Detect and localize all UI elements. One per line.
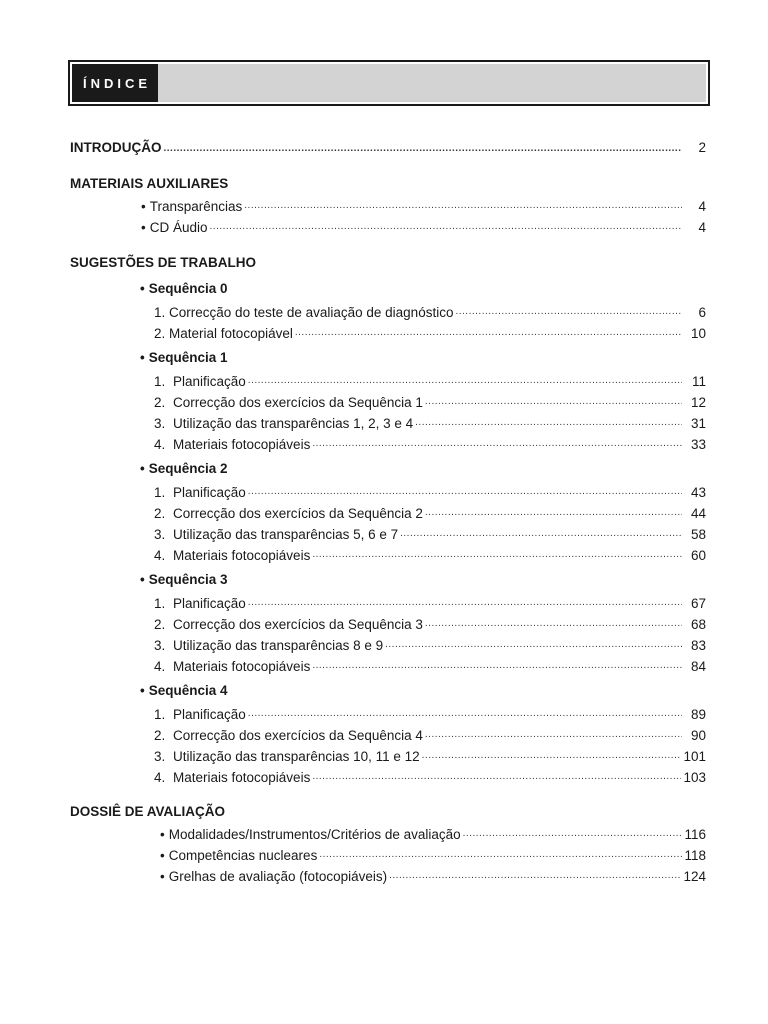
entry-number: 3. bbox=[154, 527, 166, 542]
toc-entry[interactable] bbox=[70, 193, 706, 214]
entry-label: Correcção dos exercícios da Sequência 3 bbox=[173, 617, 423, 632]
entry-number: 1. bbox=[154, 707, 166, 722]
entry-number: 3. bbox=[154, 416, 166, 431]
bullet-icon: • bbox=[140, 281, 145, 296]
dot-leader bbox=[244, 201, 682, 214]
page-number: 2 bbox=[698, 140, 706, 155]
section-title: DOSSIÊ DE AVALIAÇÃO bbox=[70, 804, 226, 819]
entry-number: 4. bbox=[154, 770, 166, 785]
page-number: 43 bbox=[690, 485, 706, 500]
section-title: MATERIAIS AUXILIARES bbox=[70, 176, 229, 191]
toc-entry[interactable] bbox=[70, 138, 706, 157]
entry-number: 2. bbox=[154, 728, 166, 743]
dot-leader bbox=[425, 730, 682, 743]
dot-leader bbox=[248, 376, 682, 389]
entry-number: 2. bbox=[154, 326, 166, 341]
toc-entry[interactable] bbox=[70, 821, 706, 842]
page-number: 31 bbox=[690, 416, 706, 431]
bullet-icon: • bbox=[160, 827, 165, 842]
group-title: • Sequência 1 bbox=[140, 350, 228, 365]
dot-leader bbox=[312, 550, 682, 563]
page-number: 67 bbox=[690, 596, 706, 611]
toc-entry[interactable] bbox=[70, 410, 706, 431]
dot-leader bbox=[312, 772, 681, 785]
toc-entry[interactable] bbox=[70, 500, 706, 521]
dot-leader bbox=[400, 529, 682, 542]
section-title: SUGESTÕES DE TRABALHO bbox=[70, 255, 257, 270]
entry-label: Materiais fotocopiáveis bbox=[173, 437, 311, 452]
bullet-icon: • bbox=[141, 220, 146, 235]
section-title: INTRODUÇÃO bbox=[70, 140, 162, 155]
toc-entry[interactable] bbox=[70, 722, 706, 743]
section-dossie-de-avaliacao bbox=[70, 802, 706, 884]
entry-number: 1. bbox=[154, 596, 166, 611]
entry-label: Correcção dos exercícios da Sequência 4 bbox=[173, 728, 423, 743]
toc-entry[interactable] bbox=[70, 542, 706, 563]
entry-label: Planificação bbox=[173, 485, 246, 500]
page-number: 103 bbox=[683, 770, 706, 785]
toc-entry[interactable] bbox=[70, 368, 706, 389]
entry-number: 4. bbox=[154, 659, 166, 674]
bullet-icon: • bbox=[160, 869, 165, 884]
entry-label: Utilização das transparências 1, 2, 3 e 4 bbox=[173, 416, 414, 431]
dot-leader bbox=[248, 709, 682, 722]
toc-entry[interactable] bbox=[70, 590, 706, 611]
dot-leader bbox=[425, 508, 682, 521]
dot-leader bbox=[455, 307, 682, 320]
bullet-icon: • bbox=[141, 199, 146, 214]
group-title: • Sequência 0 bbox=[140, 281, 228, 296]
entry-label: Correcção dos exercícios da Sequência 2 bbox=[173, 506, 423, 521]
dot-leader bbox=[415, 418, 682, 431]
dot-leader bbox=[164, 144, 683, 157]
entry-number: 3. bbox=[154, 749, 166, 764]
entry-label: Competências nucleares bbox=[168, 848, 318, 863]
dot-leader bbox=[425, 397, 682, 410]
page-number: 116 bbox=[684, 827, 706, 842]
entry-number: 1. bbox=[154, 305, 166, 320]
dot-leader bbox=[312, 661, 682, 674]
page-number: 60 bbox=[690, 548, 706, 563]
page-number: 90 bbox=[690, 728, 706, 743]
toc-entry[interactable] bbox=[70, 632, 706, 653]
toc-entry[interactable] bbox=[70, 701, 706, 722]
page-number: 89 bbox=[690, 707, 706, 722]
bullet-icon: • bbox=[140, 461, 145, 476]
page-number: 10 bbox=[690, 326, 706, 341]
toc-entry[interactable] bbox=[70, 842, 706, 863]
page-number: 124 bbox=[683, 869, 706, 884]
section-sugestoes-de-trabalho bbox=[70, 253, 706, 785]
entry-label: Materiais fotocopiáveis bbox=[173, 659, 311, 674]
toc-entry[interactable] bbox=[70, 653, 706, 674]
entry-label: Material fotocopiável bbox=[169, 326, 293, 341]
entry-number: 1. bbox=[154, 374, 166, 389]
page-number: 6 bbox=[698, 305, 706, 320]
entry-number: 2. bbox=[154, 617, 166, 632]
toc-entry[interactable] bbox=[70, 299, 706, 320]
index-header bbox=[68, 60, 710, 106]
dot-leader bbox=[319, 850, 682, 863]
toc-entry[interactable] bbox=[70, 764, 706, 785]
entry-number: 2. bbox=[154, 395, 166, 410]
group-title: • Sequência 3 bbox=[140, 572, 228, 587]
page-number: 4 bbox=[698, 199, 706, 214]
toc-entry[interactable] bbox=[70, 611, 706, 632]
index-title: ÍNDICE bbox=[72, 64, 158, 102]
page-number: 83 bbox=[690, 638, 706, 653]
group-title: • Sequência 4 bbox=[140, 683, 228, 698]
page-number: 4 bbox=[698, 220, 706, 235]
group-sequencia-0 bbox=[70, 278, 706, 341]
page-number: 44 bbox=[690, 506, 706, 521]
dot-leader bbox=[312, 439, 682, 452]
entry-number: 3. bbox=[154, 638, 166, 653]
page-number: 12 bbox=[690, 395, 706, 410]
entry-label: Utilização das transparências 8 e 9 bbox=[173, 638, 384, 653]
entry-label: CD Áudio bbox=[149, 220, 208, 235]
entry-label: Utilização das transparências 5, 6 e 7 bbox=[173, 527, 399, 542]
entry-label: Grelhas de avaliação (fotocopiáveis) bbox=[168, 869, 388, 884]
entry-label: Planificação bbox=[173, 596, 246, 611]
page-number: 118 bbox=[684, 848, 706, 863]
page-number: 11 bbox=[691, 374, 706, 389]
entry-number: 1. bbox=[154, 485, 166, 500]
page-number: 101 bbox=[683, 749, 706, 764]
dot-leader bbox=[210, 222, 682, 235]
group-sequencia-1 bbox=[70, 347, 706, 452]
entry-number: 4. bbox=[154, 437, 166, 452]
toc-entry[interactable] bbox=[70, 389, 706, 410]
bullet-icon: • bbox=[140, 350, 145, 365]
toc-entry[interactable] bbox=[70, 431, 706, 452]
group-sequencia-4 bbox=[70, 680, 706, 785]
dot-leader bbox=[422, 751, 682, 764]
dot-leader bbox=[425, 619, 682, 632]
page-number: 84 bbox=[690, 659, 706, 674]
entry-label: Materiais fotocopiáveis bbox=[173, 770, 311, 785]
entry-label: Correcção do teste de avaliação de diagnóstico bbox=[169, 305, 454, 320]
entry-number: 4. bbox=[154, 548, 166, 563]
group-sequencia-2 bbox=[70, 458, 706, 563]
toc-entry[interactable] bbox=[70, 743, 706, 764]
dot-leader bbox=[463, 829, 682, 842]
index-header-bar bbox=[72, 64, 706, 102]
page-number: 33 bbox=[690, 437, 706, 452]
dot-leader bbox=[248, 487, 682, 500]
page-number: 68 bbox=[690, 617, 706, 632]
entry-label: Utilização das transparências 10, 11 e 12 bbox=[173, 749, 420, 764]
bullet-icon: • bbox=[160, 848, 165, 863]
dot-leader bbox=[389, 871, 681, 884]
table-of-contents bbox=[70, 138, 706, 896]
toc-entry[interactable] bbox=[70, 521, 706, 542]
entry-label: Transparências bbox=[149, 199, 243, 214]
section-introducao bbox=[70, 138, 706, 157]
toc-entry[interactable] bbox=[70, 479, 706, 500]
section-materiais-auxiliares bbox=[70, 174, 706, 235]
bullet-icon: • bbox=[140, 572, 145, 587]
entry-label: Materiais fotocopiáveis bbox=[173, 548, 311, 563]
dot-leader bbox=[295, 328, 682, 341]
toc-entry[interactable] bbox=[70, 214, 706, 235]
toc-entry[interactable] bbox=[70, 863, 706, 884]
entry-label: Correcção dos exercícios da Sequência 1 bbox=[173, 395, 423, 410]
entry-label: Planificação bbox=[173, 374, 246, 389]
bullet-icon: • bbox=[140, 683, 145, 698]
page-number: 58 bbox=[690, 527, 706, 542]
group-title: • Sequência 2 bbox=[140, 461, 228, 476]
toc-entry[interactable] bbox=[70, 320, 706, 341]
dot-leader bbox=[385, 640, 682, 653]
dot-leader bbox=[248, 598, 682, 611]
entry-label: Planificação bbox=[173, 707, 246, 722]
entry-label: Modalidades/Instrumentos/Critérios de avaliação bbox=[168, 827, 461, 842]
entry-number: 2. bbox=[154, 506, 166, 521]
group-sequencia-3 bbox=[70, 569, 706, 674]
